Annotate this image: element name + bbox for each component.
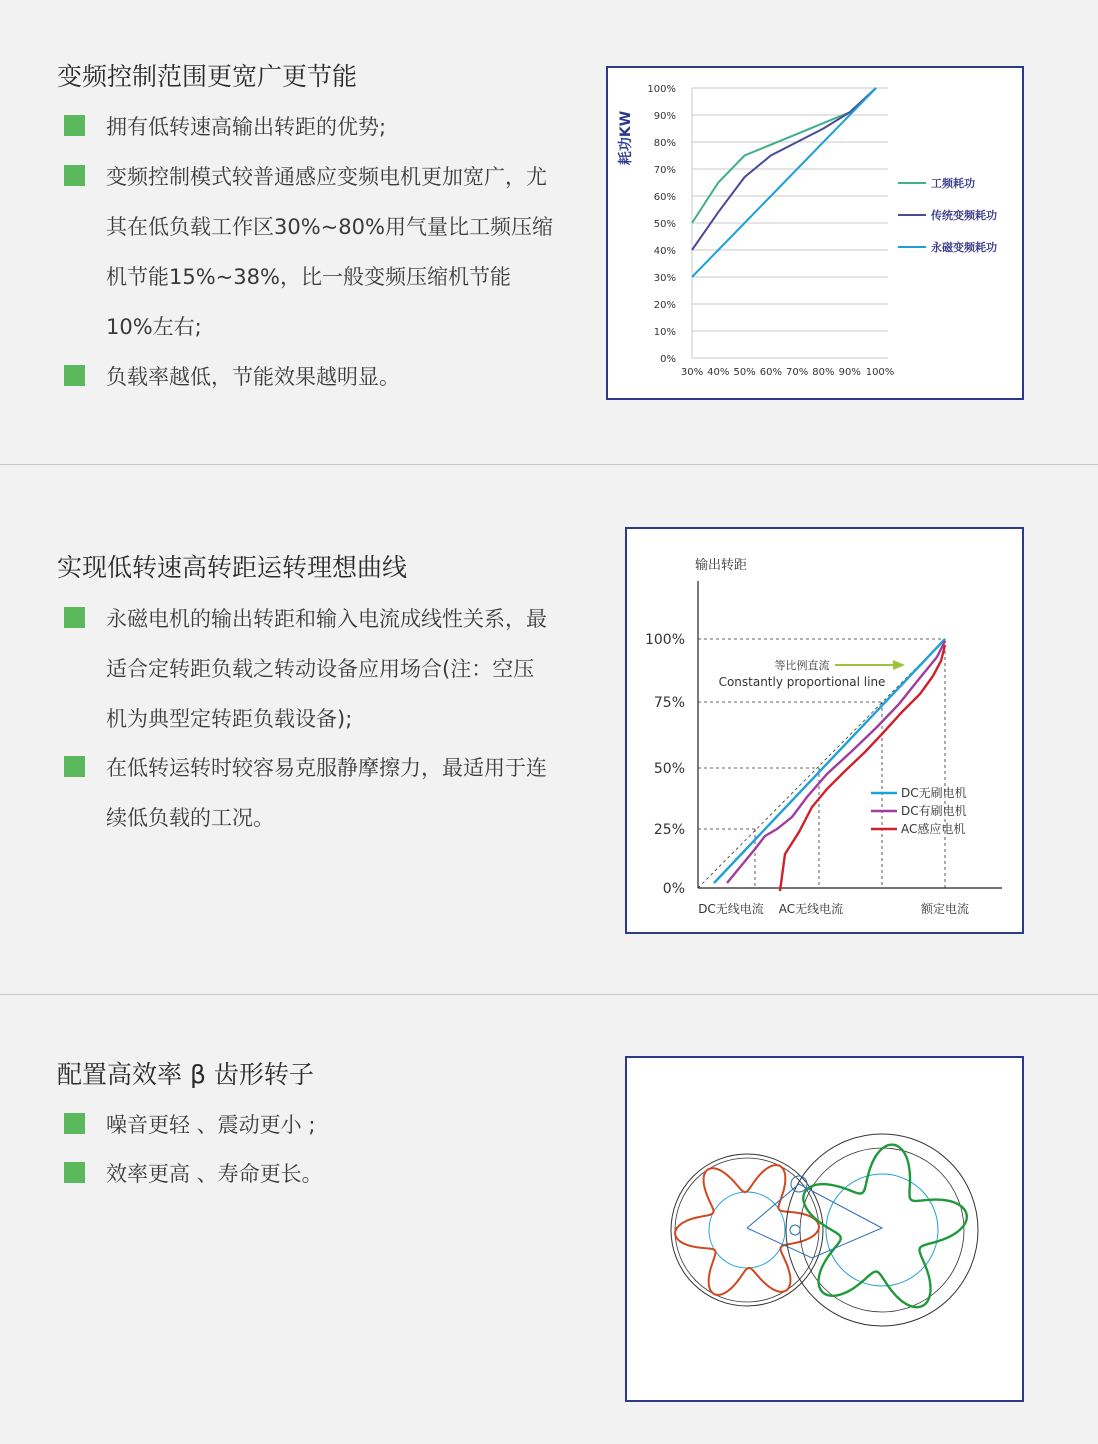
y-tick-label: 30% (653, 273, 676, 284)
bullet-square (64, 756, 85, 777)
bullet-square (64, 165, 85, 186)
y-tick-label: 70% (653, 165, 676, 176)
section3-title: 配置高效率 β 齿形转子 (57, 1060, 314, 1089)
section1-bullet3-line1: 负载率越低，节能效果越明显。 (106, 365, 400, 389)
rotor-diagram-panel (625, 1056, 1024, 1402)
rotor-outer-circle (786, 1134, 978, 1326)
bullet-square (64, 115, 85, 136)
y-tick-label: 60% (653, 192, 676, 203)
x-tick-label: 60% (759, 367, 782, 378)
section2-bullet1-line3: 机为典型定转距负载设备); (106, 707, 353, 731)
section-divider (0, 464, 1098, 465)
x-tick-label: 30% (680, 367, 704, 378)
rotor-outer-circle (800, 1148, 964, 1312)
series-line-1 (692, 88, 876, 223)
section1-bullet1-line1: 拥有低转速高输出转距的优势; (106, 115, 387, 139)
y-tick-label: 50% (653, 761, 685, 777)
y-tick-label: 10% (653, 327, 676, 338)
pitch-circle (709, 1192, 785, 1268)
y-tick-label: 0% (660, 354, 676, 365)
y-tick-label: 75% (653, 695, 685, 711)
legend-label: 工频耗功 (931, 177, 975, 190)
power-consumption-chart-panel (606, 66, 1024, 400)
x-tick-label: DC无线电流 (698, 902, 764, 916)
x-tick-label: 70% (786, 367, 809, 378)
bullet-square (64, 1162, 85, 1183)
male-rotor-profile (803, 1145, 967, 1308)
x-tick-label: 80% (812, 367, 835, 378)
section1-bullet2-line3: 机节能15%~38%，比一般变频压缩机节能 (106, 265, 511, 289)
power-consumption-chart (608, 68, 1022, 398)
legend-label: DC无刷电机 (901, 786, 967, 800)
x-tick-label: 90% (838, 367, 861, 378)
section3-bullet1-line1: 噪音更轻 、震动更小 ; (106, 1113, 316, 1137)
torque-chart-panel (625, 527, 1024, 934)
legend-label: DC有刷电机 (901, 804, 967, 818)
y-tick-label: 25% (653, 822, 685, 838)
x-tick-label: 50% (733, 367, 756, 378)
annotation-en: Constantly proportional line (718, 675, 886, 689)
x-tick-label: 100% (865, 367, 895, 378)
x-tick-label: AC无线电流 (778, 902, 844, 916)
legend-label: 传统变频耗功 (931, 209, 997, 222)
contact-point-circle (790, 1225, 800, 1235)
arrow-right-icon (893, 660, 905, 670)
bullet-square (64, 365, 85, 386)
y-tick-label: 100% (644, 632, 685, 648)
section-divider (0, 994, 1098, 995)
bullet-square (64, 1113, 85, 1134)
section1-title: 变频控制范围更宽广更节能 (57, 62, 358, 91)
y-tick-label: 0% (662, 881, 685, 897)
section1-bullet2-line1: 变频控制模式较普通感应变频电机更加宽广，尤 (106, 165, 547, 189)
y-tick-label: 20% (653, 300, 676, 311)
x-tick-label: 额定电流 (920, 902, 970, 916)
pitch-circle (826, 1174, 938, 1286)
section2-bullet1-line2: 适合定转距负载之转动设备应用场合(注：空压 (106, 657, 535, 681)
rotor-outer-circle (675, 1158, 819, 1302)
section2-bullet2-line1: 在低转运转时较容易克服静摩擦力，最适用于连 (106, 756, 547, 780)
x-tick-label: 40% (707, 367, 730, 378)
section2-bullet2-line2: 续低负载的工况。 (106, 806, 274, 830)
y-axis-label: 输出转距 (695, 558, 748, 573)
legend-label: 永磁变频耗功 (931, 241, 997, 254)
y-tick-label: 40% (653, 246, 676, 257)
y-tick-label: 50% (653, 219, 676, 230)
legend-label: AC感应电机 (901, 822, 966, 836)
y-tick-label: 100% (647, 84, 676, 95)
section3-bullet2-line1: 效率更高 、寿命更长。 (106, 1162, 323, 1186)
beta-rotor-diagram (627, 1058, 1022, 1400)
bullet-square (64, 607, 85, 628)
torque-current-chart (627, 529, 1022, 932)
section1-bullet2-line4: 10%左右; (106, 315, 202, 339)
section2-bullet1-line1: 永磁电机的输出转距和输入电流成线性关系，最 (106, 607, 547, 631)
y-tick-label: 80% (653, 138, 676, 149)
y-axis-label: 耗功KW (618, 110, 634, 166)
section2-title: 实现低转速高转距运转理想曲线 (57, 553, 408, 582)
annotation-cn: 等比例直流 (774, 659, 830, 672)
section1-bullet2-line2: 其在低负载工作区30%~80%用气量比工频压缩 (106, 215, 553, 239)
y-tick-label: 90% (653, 111, 676, 122)
